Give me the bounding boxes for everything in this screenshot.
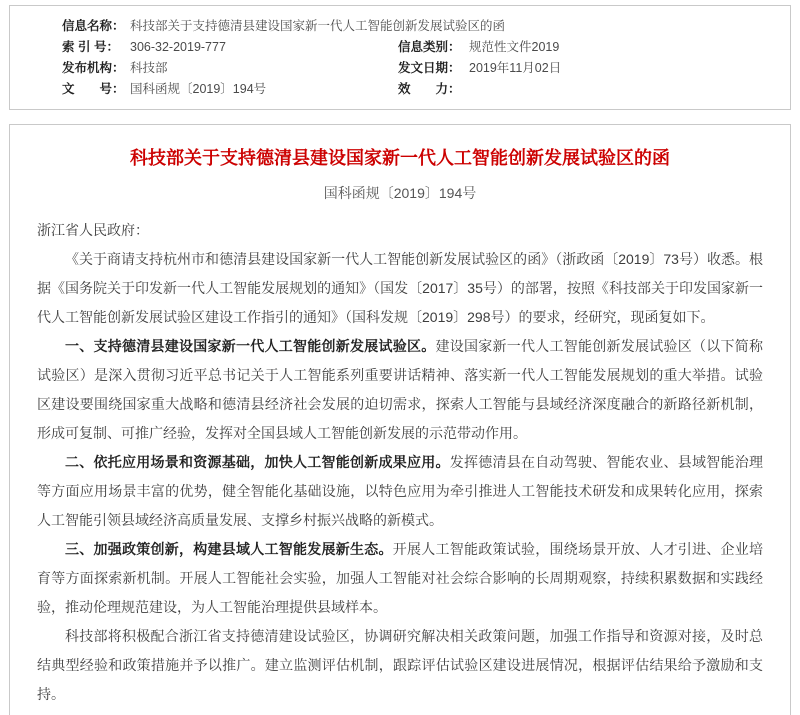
paragraph-lead: 二、依托应用场景和资源基础，加快人工智能创新成果应用。 (65, 454, 450, 470)
info-name-label: 信息名称： (62, 19, 125, 33)
paragraph-text: 开展人工智能政策试验，围绕场景开放、人才引进、企业培育等方面探索新机制。开展人工智能社会实验，加强人工智能对社会综合影响的长周期观察，持续积累数据和实践经验，推动伦理规范建设，为人工智能治理提供县域样本。 (37, 541, 763, 615)
paragraph-lead: 三、加强政策创新，构建县域人工智能发展新生态。 (65, 541, 393, 557)
info-name-value: 科技部关于支持德清县建设国家新一代人工智能创新发展试验区的函 (130, 19, 506, 33)
paragraph-text: 《关于商请支持杭州市和德清县建设国家新一代人工智能创新发展试验区的函》（浙政函〔2019〕73号）收悉。根据《国务院关于印发新一代人工智能发展规划的通知》（国发〔2017〕35号）的部署，按照《科技部关于印发国家新一代人工智能创新发展试验区建设工作指引的通知》（国科发规〔2019〕298号）的要求，经研究，现函复如下。 (37, 251, 763, 325)
info-effect-label: 效 力： (398, 82, 461, 96)
page (0, 5, 800, 715)
info-date-label: 发文日期： (398, 61, 461, 75)
paragraph-lead: 一、支持德清县建设国家新一代人工智能创新发展试验区。 (65, 338, 436, 354)
paragraph-text: 科技部将积极配合浙江省支持德清建设试验区，协调研究解决相关政策问题，加强工作指导和资源对接，及时总结典型经验和政策措施并予以推广。建立监测评估机制，跟踪评估试验区建设进展情况，根据评估结果给予激励和支持。 (37, 628, 763, 702)
info-agency-label: 发布机构： (62, 61, 125, 75)
info-row-index-category (62, 37, 770, 58)
body-paragraph-1 (37, 245, 763, 332)
info-category-label: 信息类别： (398, 40, 461, 54)
body-paragraph-2 (37, 332, 763, 448)
info-index-value: 306-32-2019-777 (130, 40, 226, 54)
body-paragraph-5 (37, 622, 763, 709)
document-body-panel (9, 124, 791, 715)
info-row-name (62, 16, 770, 37)
info-agency-value: 科技部 (130, 61, 168, 75)
info-row-agency-date (62, 58, 770, 79)
info-row-docno-effect (62, 79, 770, 100)
paragraph-text: 建设国家新一代人工智能创新发展试验区（以下简称试验区）是深入贯彻习近平总书记关于人工智能系列重要讲话精神、落实新一代人工智能发展规划的重大举措。试验区建设要围绕国家重大战略和德清县经济社会发展的迫切需求，探索人工智能与县域经济深度融合的新路径新机制，形成可复制、可推广经验，发挥对全国县域人工智能创新发展的示范带动作用。 (37, 338, 763, 441)
document-info-panel (9, 5, 791, 110)
document-text (37, 216, 763, 709)
info-index-label: 索 引 号： (62, 40, 119, 54)
paragraph-text: 发挥德清县在自动驾驶、智能农业、县域智能治理等方面应用场景丰富的优势，健全智能化基础设施，以特色应用为牵引推进人工智能技术研发和成果转化应用，探索人工智能引领县域经济高质量发展、支撑乡村振兴战略的新模式。 (37, 454, 763, 528)
body-paragraph-4 (37, 535, 763, 622)
info-docno-value: 国科函规〔2019〕194号 (130, 82, 267, 96)
info-date-value: 2019年11月02日 (469, 61, 562, 75)
document-number: 国科函规〔2019〕194号 (323, 185, 477, 201)
body-paragraph-3 (37, 448, 763, 535)
salutation: 浙江省人民政府： (37, 222, 149, 238)
document-title: 科技部关于支持德清县建设国家新一代人工智能创新发展试验区的函 (130, 148, 670, 168)
info-category-value: 规范性文件2019 (469, 40, 560, 54)
info-docno-label: 文 号： (62, 82, 125, 96)
